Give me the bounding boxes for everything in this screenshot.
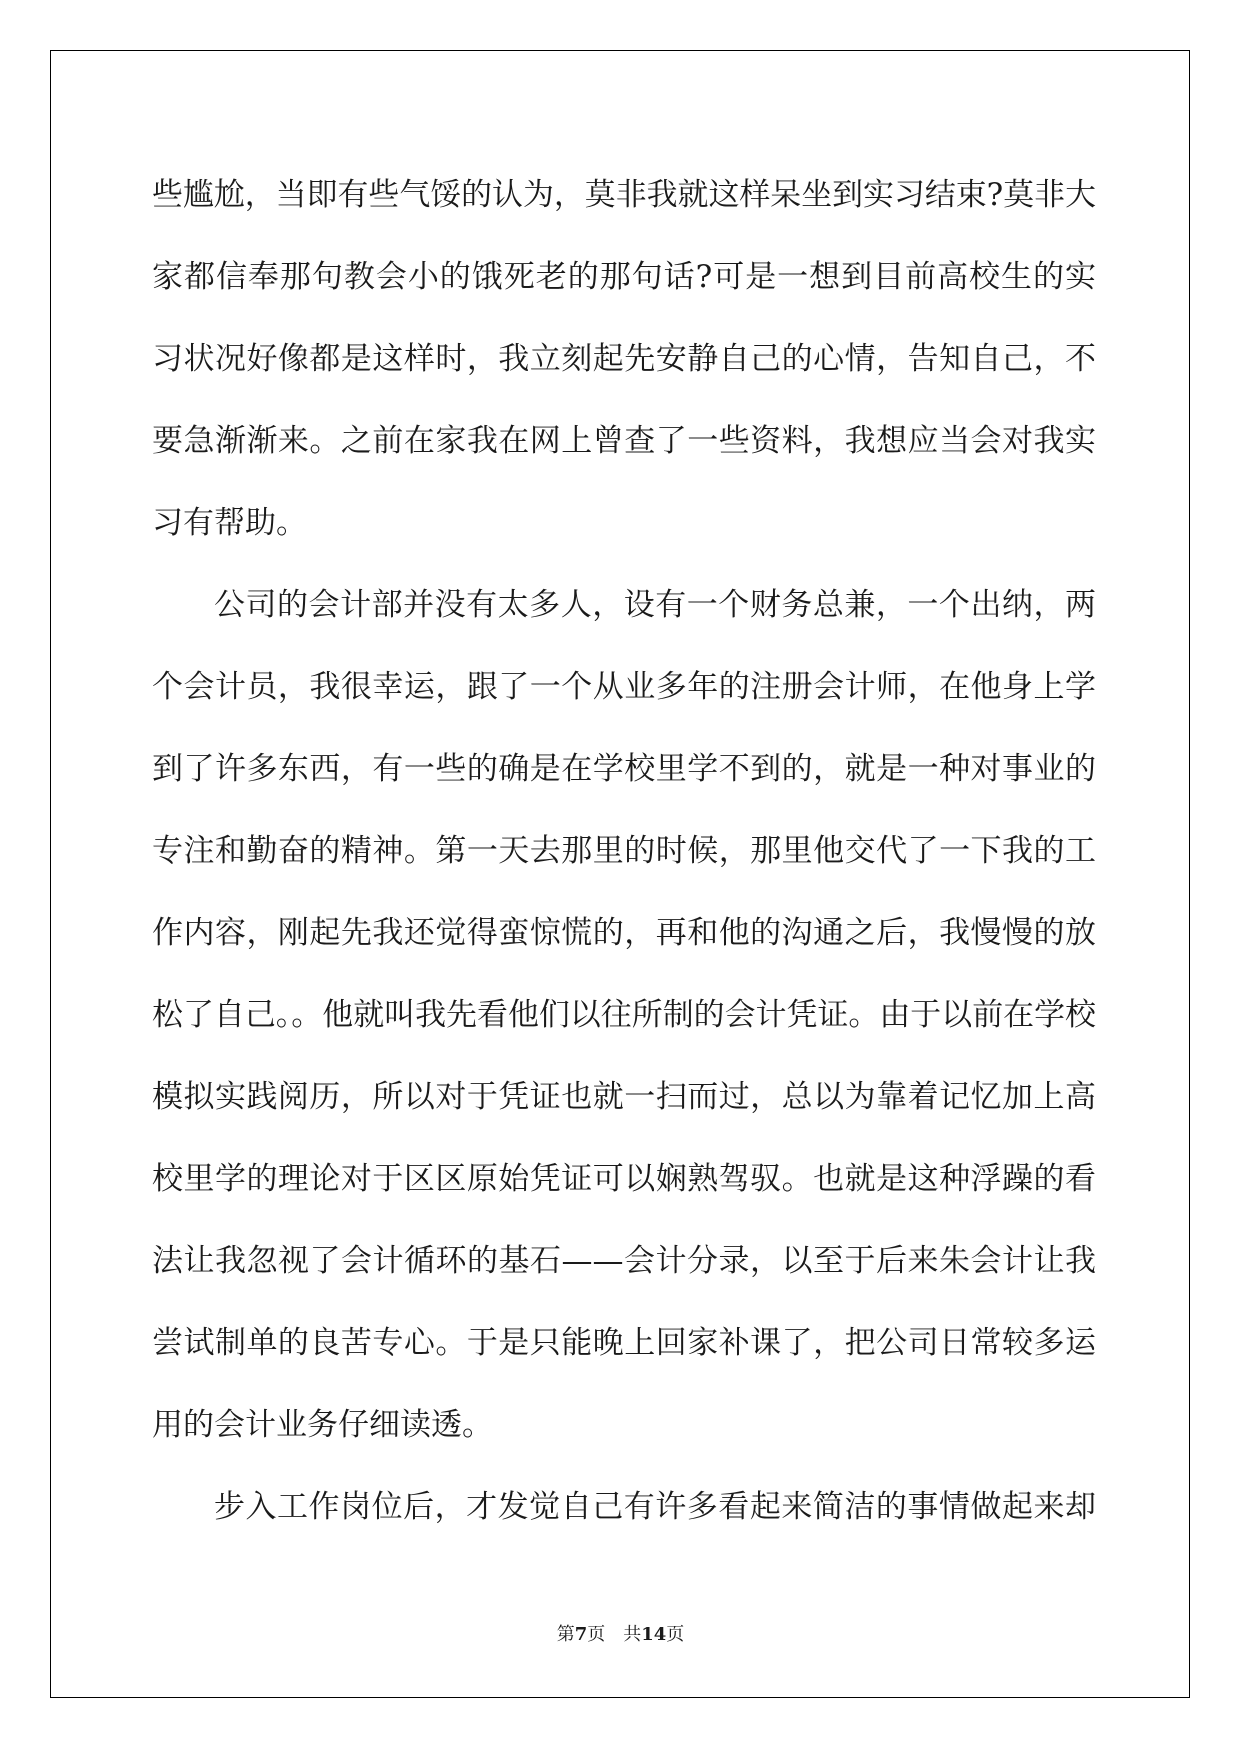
text-line: 步入工作岗位后，才发觉自己有许多看起来简洁的事情做起来却 [214,1489,1096,1525]
body-text [152,154,1096,1548]
text-line: 家都信奉那句教会小的饿死老的那句话?可是一想到目前高校生的实 [152,259,1096,295]
total-suffix: 页 [666,1624,685,1645]
text-line: 尝试制单的良苦专心。于是只能晚上回家补课了，把公司日常较多运 [152,1325,1096,1361]
total-prefix: 共 [623,1624,642,1645]
text-line: 校里学的理论对于区区原始凭证可以娴熟驾驭。也就是这种浮躁的看 [152,1161,1096,1197]
text-line: 作内容，刚起先我还觉得蛮惊慌的，再和他的沟通之后，我慢慢的放 [152,915,1096,951]
text-line: 到了许多东西，有一些的确是在学校里学不到的，就是一种对事业的 [152,751,1096,787]
page-suffix: 页 [587,1624,606,1645]
text-line: 要急渐渐来。之前在家我在网上曾查了一些资料，我想应当会对我实 [152,423,1096,459]
text-line: 个会计员，我很幸运，跟了一个从业多年的注册会计师，在他身上学 [152,669,1096,705]
text-line: 公司的会计部并没有太多人，设有一个财务总兼，一个出纳，两 [214,587,1096,623]
page-footer [0,1620,1241,1646]
text-line: 法让我忽视了会计循环的基石——会计分录，以至于后来朱会计让我 [152,1243,1096,1279]
page-prefix: 第 [556,1624,575,1645]
text-line: 模拟实践阅历，所以对于凭证也就一扫而过，总以为靠着记忆加上高 [152,1079,1096,1115]
text-line: 松了自己。。他就叫我先看他们以往所制的会计凭证。由于以前在学校 [152,997,1096,1033]
current-page-number: 7 [574,1624,588,1645]
text-line: 习状况好像都是这样时，我立刻起先安静自己的心情，告知自己，不 [152,341,1096,377]
text-line: 些尴尬，当即有些气馁的认为，莫非我就这样呆坐到实习结束?莫非大 [152,177,1096,213]
text-line: 用的会计业务仔细读透。 [152,1407,493,1443]
text-line: 专注和勤奋的精神。第一天去那里的时候，那里他交代了一下我的工 [152,833,1096,869]
text-line: 习有帮助。 [152,505,307,541]
total-page-number: 14 [641,1624,667,1645]
